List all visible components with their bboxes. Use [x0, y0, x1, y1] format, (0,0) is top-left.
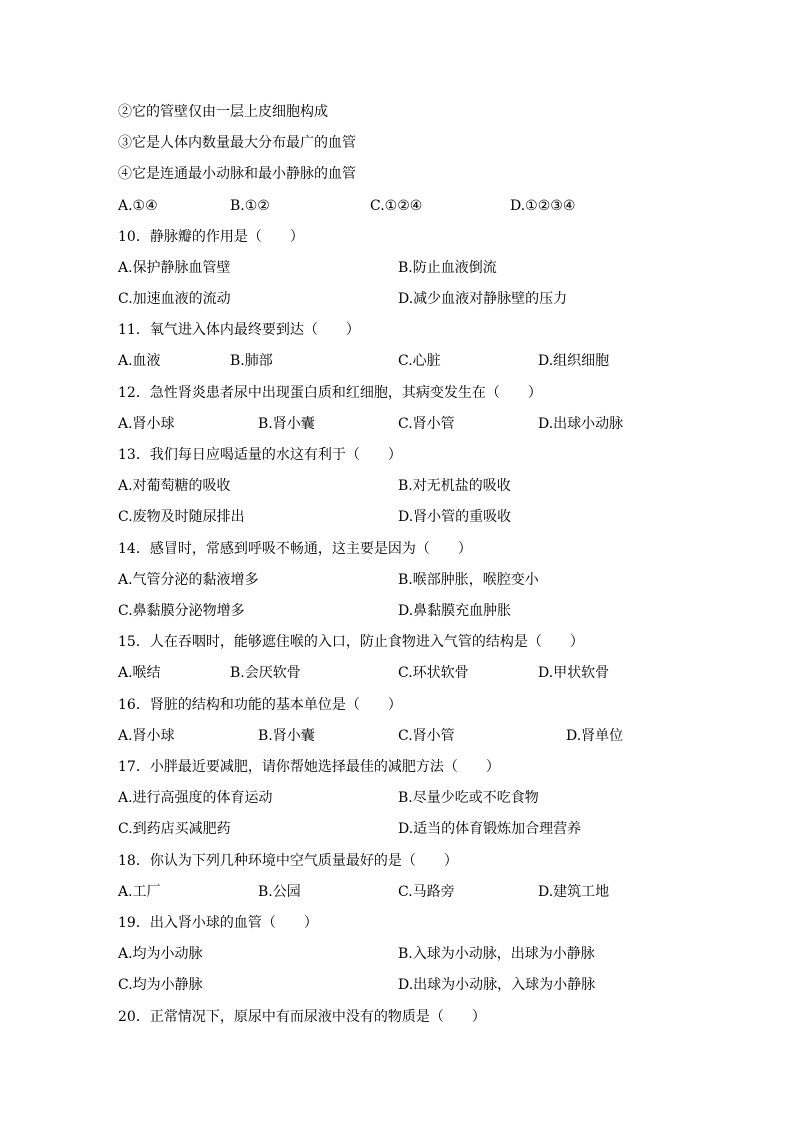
q15-option-c: C.环状软骨 [398, 665, 469, 681]
q18-option-a: A.工厂 [118, 884, 161, 900]
q18-option-c: C.马路旁 [398, 884, 455, 900]
q19-stem: 19．出入肾小球的血管（ ） [118, 915, 318, 931]
q16-stem: 16．肾脏的结构和功能的基本单位是（ ） [118, 697, 402, 713]
q19-option-d: D.出球为小动脉，入球为小静脉 [398, 977, 596, 993]
q15-stem: 15．人在吞咽时，能够遮住喉的入口，防止食物进入气管的结构是（ ） [118, 634, 584, 650]
q12-option-c: C.肾小管 [398, 416, 455, 432]
q19-option-b: B.入球为小动脉，出球为小静脉 [398, 946, 595, 962]
q13-option-c: C.废物及时随尿排出 [118, 509, 245, 525]
q13-option-b: B.对无机盐的吸收 [398, 478, 511, 494]
q11-option-a: A.血液 [118, 353, 161, 369]
q10-option-b: B.防止血液倒流 [398, 260, 497, 276]
q16-option-d: D.肾单位 [566, 728, 624, 744]
q12-option-b: B.肾小囊 [258, 416, 315, 432]
q16-option-b: B.肾小囊 [258, 728, 315, 744]
q11-option-d: D.组织细胞 [538, 353, 610, 369]
q11-option-b: B.肺部 [230, 353, 273, 369]
q18-option-d: D.建筑工地 [538, 884, 610, 900]
q9-option-b: B.①② [230, 198, 270, 214]
q17-option-c: C.到药店买减肥药 [118, 821, 231, 837]
q15-option-a: A.喉结 [118, 665, 161, 681]
q20-stem: 20．正常情况下，原尿中有而尿液中没有的物质是（ ） [118, 1009, 486, 1025]
q17-option-a: A.进行高强度的体育运动 [118, 790, 273, 806]
q12-option-a: A.肾小球 [118, 416, 175, 432]
q12-stem: 12．急性肾炎患者尿中出现蛋白质和红细胞，其病变发生在（ ） [118, 385, 542, 401]
q9-statement-3: ③它是人体内数量最大分布最广的血管 [118, 135, 356, 151]
q19-option-a: A.均为小动脉 [118, 946, 203, 962]
q10-option-c: C.加速血液的流动 [118, 291, 231, 307]
q13-option-a: A.对葡萄糖的吸收 [118, 478, 231, 494]
q10-option-a: A.保护静脉血管壁 [118, 260, 231, 276]
q13-stem: 13．我们每日应喝适量的水这有利于（ ） [118, 447, 402, 463]
q16-option-a: A.肾小球 [118, 728, 175, 744]
q17-stem: 17．小胖最近要减肥，请你帮她选择最佳的减肥方法（ ） [118, 759, 500, 775]
q15-option-d: D.甲状软骨 [538, 665, 610, 681]
q14-stem: 14．感冒时，常感到呼吸不畅通，这主要是因为（ ） [118, 541, 472, 557]
q13-option-d: D.肾小管的重吸收 [398, 509, 512, 525]
q9-statement-4: ④它是连通最小动脉和最小静脉的血管 [118, 166, 356, 182]
q12-option-d: D.出球小动脉 [538, 416, 624, 432]
q10-stem: 10．静脉瓣的作用是（ ） [118, 229, 304, 245]
q11-option-c: C.心脏 [398, 353, 441, 369]
q17-option-d: D.适当的体育锻炼加合理营养 [398, 821, 582, 837]
q14-option-d: D.鼻黏膜充血肿胀 [398, 603, 512, 619]
q14-option-b: B.喉部肿胀，喉腔变小 [398, 572, 539, 588]
q19-option-c: C.均为小静脉 [118, 977, 203, 993]
q18-stem: 18．你认为下列几种环境中空气质量最好的是（ ） [118, 853, 458, 869]
q17-option-b: B.尽量少吃或不吃食物 [398, 790, 539, 806]
q18-option-b: B.公园 [258, 884, 301, 900]
q9-option-a: A.①④ [118, 198, 158, 214]
q9-option-c: C.①②④ [370, 198, 423, 214]
q14-option-c: C.鼻黏膜分泌物增多 [118, 603, 245, 619]
q16-option-c: C.肾小管 [398, 728, 455, 744]
q15-option-b: B.会厌软骨 [230, 665, 301, 681]
q9-statement-2: ②它的管壁仅由一层上皮细胞构成 [118, 104, 328, 120]
q9-option-d: D.①②③④ [510, 198, 576, 214]
q10-option-d: D.减少血液对静脉壁的压力 [398, 291, 568, 307]
q11-stem: 11．氧气进入体内最终要到达（ ） [118, 322, 360, 338]
q14-option-a: A.气管分泌的黏液增多 [118, 572, 259, 588]
